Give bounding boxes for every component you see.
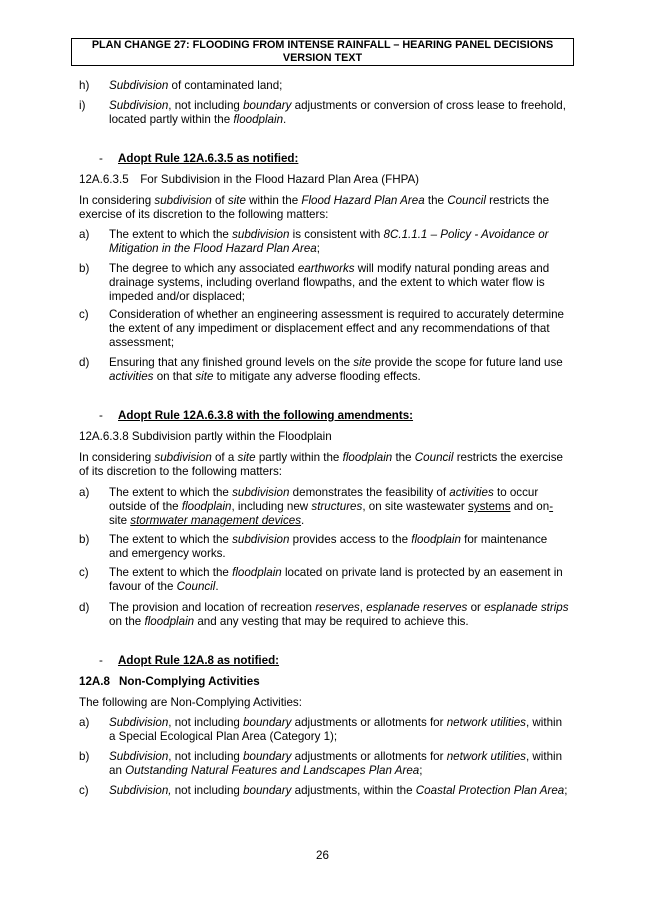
list-item-text: Subdivision, not including boundary adjustments or allotments for network utilities, within an Outstanding Natural Features and Landscapes Plan Area;: [109, 750, 563, 777]
list-item-text: Ensuring that any finished ground levels on the site provide the scope for future land use activities on that site to mitigate any adverse flooding effects.: [109, 356, 563, 383]
list-item-label: d): [79, 601, 90, 614]
list-item-label: d): [79, 356, 90, 369]
section-heading-code: 12A.8: [79, 675, 110, 688]
rule-title: 12A.6.3.5 For Subdivision in the Flood Hazard Plan Area (FHPA): [79, 173, 420, 186]
adopt-text: Adopt Rule 12A.6.3.5 as notified:: [118, 152, 299, 165]
list-item-text: Consideration of whether an engineering assessment is required to accurately determine the extent of any impediment or displacement effect and any recommendations of that assessment;: [109, 308, 564, 349]
list-item-text: The extent to which the subdivision demonstrates the feasibility of activities to occur outside of the floodplain, including new structures, on site wastewater systems and on- site stormwater management devices.: [109, 486, 554, 527]
list-item-text: The extent to which the subdivision provides access to the floodplain for maintenance and emergency works.: [109, 533, 548, 560]
list-item-text: The degree to which any associated earthworks will modify natural ponding areas and drainage systems, including overland flowpaths, and the extent to which water flow is impeded and/or displaced;: [109, 262, 550, 303]
adopt-instruction: [99, 152, 539, 166]
list-item-label: a): [79, 716, 90, 729]
list-item-label: i): [79, 99, 86, 112]
list-item-text: The extent to which the floodplain located on private land is protected by an easement in favour of the Council.: [109, 566, 563, 593]
adopt-text: Adopt Rule 12A.6.3.8 with the following amendments:: [118, 409, 414, 422]
list-item-text: The provision and location of recreation reserves, esplanade reserves or esplanade strips on the floodplain and any vesting that may be required to achieve this.: [109, 601, 569, 628]
document-header: [71, 38, 574, 66]
dash-bullet: -: [99, 654, 103, 667]
section-intro: The following are Non-Complying Activities:: [79, 696, 302, 709]
rule-intro: In considering subdivision of site within the Flood Hazard Plan Area the Council restricts the exercise of its discretion to the following matters:: [79, 194, 550, 221]
dash-bullet: -: [99, 152, 103, 165]
rule-title: 12A.6.3.8 Subdivision partly within the Floodplain: [79, 430, 332, 443]
list-item-text: Subdivision, not including boundary adjustments, within the Coastal Protection Plan Area;: [109, 784, 568, 797]
list-item-label: c): [79, 308, 89, 321]
list-item-text: Subdivision, not including boundary adjustments or conversion of cross lease to freehold, located partly within the floodplain.: [109, 99, 566, 126]
list-item-label: c): [79, 566, 89, 579]
header-title: PLAN CHANGE 27: FLOODING FROM INTENSE RAINFALL – HEARING PANEL DECISIONS: [91, 39, 554, 51]
list-item-label: a): [79, 486, 90, 499]
list-item-text: The extent to which the subdivision is consistent with 8C.1.1.1 – Policy - Avoidance or Mitigation in the Flood Hazard Plan Area;: [109, 228, 549, 255]
list-item-label: c): [79, 784, 89, 797]
list-item-text: Subdivision of contaminated land;: [109, 79, 283, 92]
adopt-instruction: [99, 654, 539, 668]
list-item-label: h): [79, 79, 90, 92]
list-item-label: b): [79, 262, 90, 275]
section-heading-text: Non-Complying Activities: [119, 675, 260, 688]
list-item-label: b): [79, 750, 90, 763]
list-item-text: Subdivision, not including boundary adjustments or allotments for network utilities, within a Special Ecological Plan Area (Category 1);: [109, 716, 563, 743]
rule-intro: In considering subdivision of a site partly within the floodplain the Council restricts the exercise of its discretion to the following matters:: [79, 451, 563, 478]
header-subtitle: VERSION TEXT: [282, 51, 363, 64]
list-item-label: a): [79, 228, 90, 241]
adopt-instruction: [99, 409, 539, 423]
page-number: 26: [316, 849, 329, 862]
dash-bullet: -: [99, 409, 103, 422]
adopt-text: Adopt Rule 12A.8 as notified:: [118, 654, 280, 667]
section-heading: [79, 675, 260, 689]
list-item-label: b): [79, 533, 90, 546]
